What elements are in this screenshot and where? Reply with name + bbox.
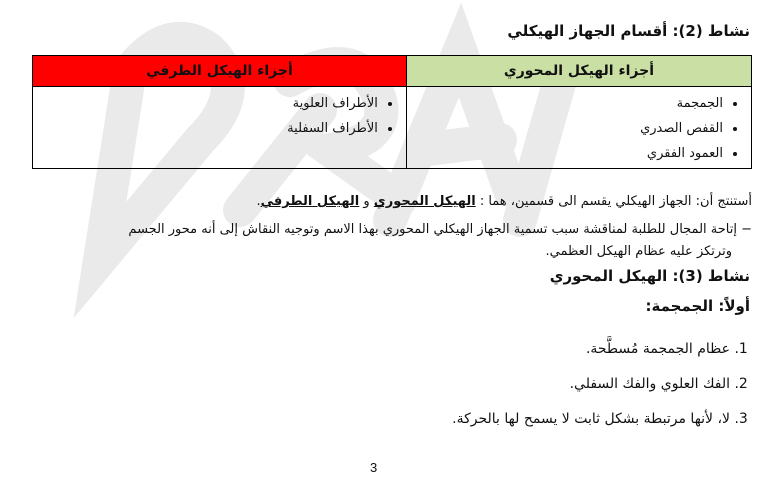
list-item: • الأطراف السفلية [41,116,378,141]
answer-item: 1. عظام الجمجمة مُسطَّحة. [10,332,730,367]
appendicular-parts-cell [33,87,407,169]
appendicular-parts-list [41,91,392,141]
activity3-heading: نشاط (3): الهيكل المحوري [549,267,750,285]
answer-item: 3. لا، لأنها مرتبطة بشكل ثابت لا يسمح لها بالحركة. [10,402,730,437]
axial-skeleton-term: الهيكل المحوري [373,194,476,209]
answer-item: 2. الفك العلوي والفك السفلي. [10,367,730,402]
list-item: • العمود الفقري [415,141,723,166]
list-item: • الأطراف العلوية [41,91,378,116]
conclusion-suffix: . [256,194,261,209]
discussion-line-2: وترتكز عليه عظام الهيكل العظمي. [545,244,732,259]
skeleton-parts-table [32,55,752,169]
axial-parts-cell [406,87,751,169]
conclusion-prefix: أستنتج أن: الجهاز الهيكلي يقسم الى قسمين، هما : [475,194,752,209]
axial-skeleton-header: أجزاء الهيكل المحوري [406,56,751,87]
skull-answers-list [10,332,752,437]
axial-parts-list [415,91,737,166]
appendicular-skeleton-term: الهيكل الطرفي [260,194,360,209]
conclusion-paragraph [22,192,752,212]
list-item: • الجمجمة [415,91,723,116]
list-item: • القفص الصدري [415,116,723,141]
skull-subheading: أولاً: الجمجمة: [645,297,750,315]
conclusion-joiner: و [359,194,374,209]
appendicular-skeleton-header: أجزاء الهيكل الطرفي [33,56,407,87]
page-number: 3 [370,460,378,475]
discussion-line-1: − إتاحة المجال للطلبة لمناقشة سبب تسمية الجهاز الهيكلي المحوري بهذا الاسم وتوجيه النقاش إلى أنه محور الجسم [128,222,752,237]
activity2-heading: نشاط (2): أقسام الجهاز الهيكلي [507,22,750,40]
